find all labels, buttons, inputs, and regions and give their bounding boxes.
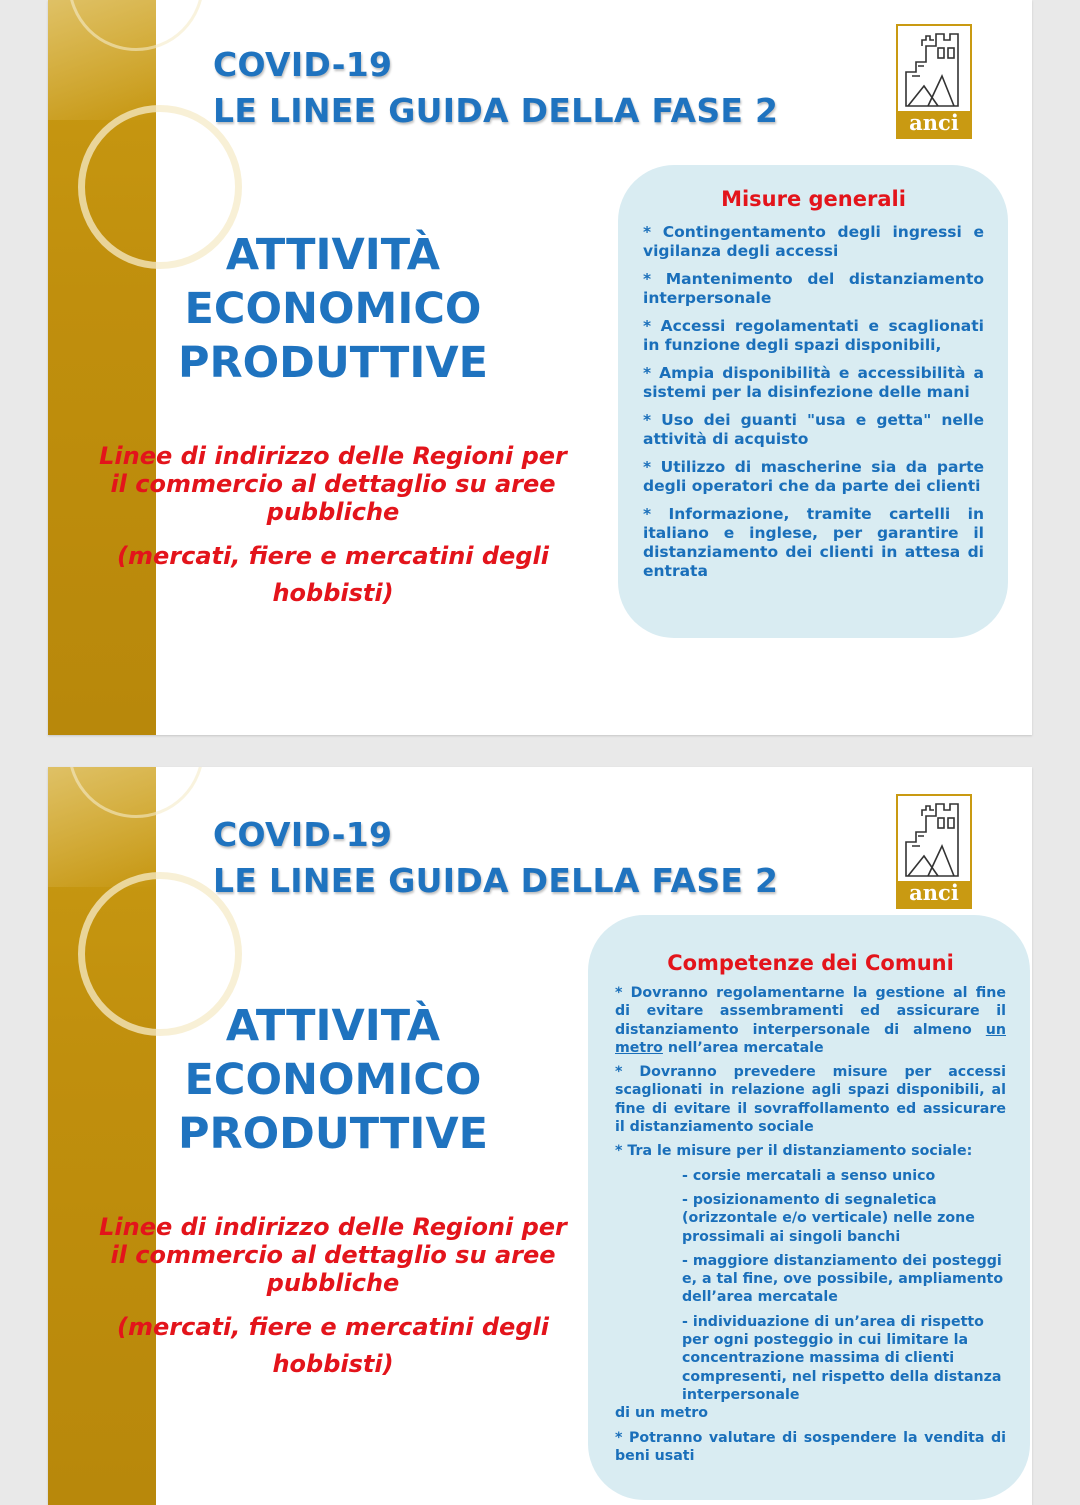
measure-item: * Accessi regolamentati e scaglionati in funzione degli spazi disponibili,: [643, 317, 984, 354]
section-heading: [143, 228, 523, 390]
measure-item: * Contingentamento degli ingressi e vigilanza degli accessi: [643, 223, 984, 260]
heading-line-1: ATTIVITÀ: [225, 1001, 441, 1051]
competence-item-tail: nell’area mercatale: [662, 1039, 824, 1056]
heading-line-1: ATTIVITÀ: [225, 230, 441, 280]
heading-line-3: PRODUTTIVE: [177, 338, 489, 388]
underlined-text: un metro: [615, 1021, 1006, 1056]
slide-title: [213, 812, 778, 904]
competence-item: [615, 984, 1006, 1057]
distancing-measure: - maggiore distanziamento dei posteggi e, a tal fine, ove possibile, ampliamento dell’area mercatale: [682, 1252, 1004, 1306]
subtitle-parenthetical: (mercati, fiere e mercatini degli hobbisti): [117, 1313, 549, 1378]
competence-item: * Potranno valutare di sospendere la vendita di beni usati: [615, 1429, 1006, 1464]
heading-line-3: PRODUTTIVE: [177, 1109, 489, 1159]
competence-item: * Tra le misure per il distanziamento sociale:: [615, 1143, 973, 1160]
heading-line-2: ECONOMICO: [184, 1055, 482, 1105]
section-heading: [143, 999, 523, 1161]
anci-logo-icon: [896, 794, 972, 909]
title-line-1: COVID-19: [213, 815, 393, 854]
subtitle: [88, 1213, 578, 1383]
logo-text: anci: [898, 111, 970, 137]
municipal-competences-panel: [588, 915, 1030, 1500]
logo-text: anci: [898, 881, 970, 907]
title-line-1: COVID-19: [213, 45, 393, 84]
distancing-measure-tail: di un metro: [615, 1405, 709, 1422]
competence-item-text: * Dovranno regolamentarne la gestione al fine di evitare assembramenti ed assicurare il distanziamento interpersonale di almeno: [615, 985, 1006, 1038]
competence-item: * Dovranno prevedere misure per accessi scaglionati in relazione agli spazi disponibili, al fine di evitare il sovraffollamento ed assicurare il distanziamento sociale: [615, 1064, 1006, 1136]
distancing-measure: - posizionamento di segnaletica (orizzontale e/o verticale) nelle zone prossimali ai singoli banchi: [682, 1191, 975, 1245]
measure-item: * Mantenimento del distanziamento interpersonale: [643, 270, 984, 307]
panel-heading: Misure generali: [721, 187, 906, 211]
measure-item: * Uso dei guanti "usa e getta" nelle attività di acquisto: [643, 411, 984, 448]
subtitle-main: Linee di indirizzo delle Regioni per il commercio al dettaglio su aree pubbliche: [99, 1213, 567, 1297]
general-measures-panel: [618, 165, 1008, 638]
measure-item: * Ampia disponibilità e accessibilità a sistemi per la disinfezione delle mani: [643, 364, 984, 401]
slide-2: [48, 767, 1032, 1505]
slide-title: [213, 42, 778, 134]
subtitle: [88, 442, 578, 612]
distancing-measure: - individuazione di un’area di rispetto per ogni posteggio in cui limitare la concentrazione massima di clienti compresenti, nel rispetto della distanza interpersonale: [682, 1313, 1002, 1403]
measure-item: * Utilizzo di mascherine sia da parte degli operatori che da parte dei clienti: [643, 458, 984, 495]
title-line-2: LE LINEE GUIDA DELLA FASE 2: [213, 91, 779, 130]
subtitle-main: Linee di indirizzo delle Regioni per il commercio al dettaglio su aree pubbliche: [99, 442, 567, 526]
measure-item: * Informazione, tramite cartelli in italiano e inglese, per garantire il distanziamento dei clienti in attesa di entrata: [643, 505, 984, 580]
subtitle-parenthetical: (mercati, fiere e mercatini degli hobbisti): [117, 542, 549, 607]
distancing-measure: - corsie mercatali a senso unico: [682, 1167, 936, 1184]
panel-heading: Competenze dei Comuni: [667, 951, 954, 975]
heading-line-2: ECONOMICO: [184, 284, 482, 334]
slide-1: [48, 0, 1032, 735]
title-line-2: LE LINEE GUIDA DELLA FASE 2: [213, 861, 779, 900]
anci-logo-icon: [896, 24, 972, 139]
